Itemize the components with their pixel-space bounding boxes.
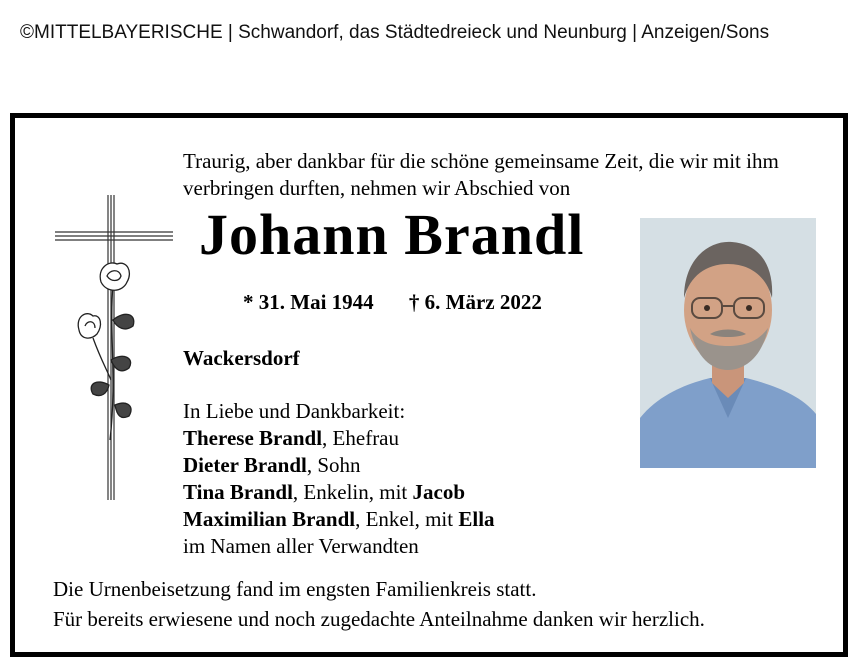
mourner-name: Maximilian Brandl xyxy=(183,507,356,531)
mourner-line xyxy=(183,479,495,506)
intro-text: Traurig, aber dankbar für die schöne gemeinsame Zeit, die wir mit ihm verbringen durften, nehmen wir Abschied von xyxy=(183,149,779,200)
life-dates xyxy=(243,290,542,315)
cross-with-rose-icon xyxy=(53,190,173,500)
closing-line-2: Für bereits erwiesene und noch zugedachte Anteilnahme danken wir herzlich. xyxy=(53,607,705,631)
mourner-relation: , Enkel, mit xyxy=(355,507,459,531)
mourner-relation: , Sohn xyxy=(306,453,361,477)
source-header: ©MITTELBAYERISCHE | Schwandorf, das Städtedreieck und Neunburg | Anzeigen/Sons xyxy=(20,22,770,43)
mourner-line xyxy=(183,452,495,479)
mourner-companion: Jacob xyxy=(412,480,465,504)
mourner-relation: , Ehefrau xyxy=(322,426,400,450)
portrait-photo xyxy=(640,218,816,468)
birth-date: * 31. Mai 1944 xyxy=(243,290,374,314)
mourner-relation: , Enkelin, mit xyxy=(292,480,413,504)
place-of-residence: Wackersdorf xyxy=(183,346,300,370)
mourners-list xyxy=(183,398,495,560)
mourner-name: Dieter Brandl xyxy=(183,453,307,477)
mourner-name: Tina Brandl xyxy=(183,480,293,504)
mourner-line xyxy=(183,425,495,452)
mourner-companion: Ella xyxy=(458,507,495,531)
mourner-line xyxy=(183,506,495,533)
relatives-line: im Namen aller Verwandten xyxy=(183,534,419,558)
closing-text xyxy=(53,574,833,634)
closing-line-1: Die Urnenbeisetzung fand im engsten Familienkreis statt. xyxy=(53,577,537,601)
mourner-name: Therese Brandl xyxy=(183,426,323,450)
obituary-notice xyxy=(10,113,848,657)
death-date: † 6. März 2022 xyxy=(408,290,542,314)
mourners-intro: In Liebe und Dankbarkeit: xyxy=(183,399,406,423)
deceased-name: Johann Brandl xyxy=(199,202,585,267)
